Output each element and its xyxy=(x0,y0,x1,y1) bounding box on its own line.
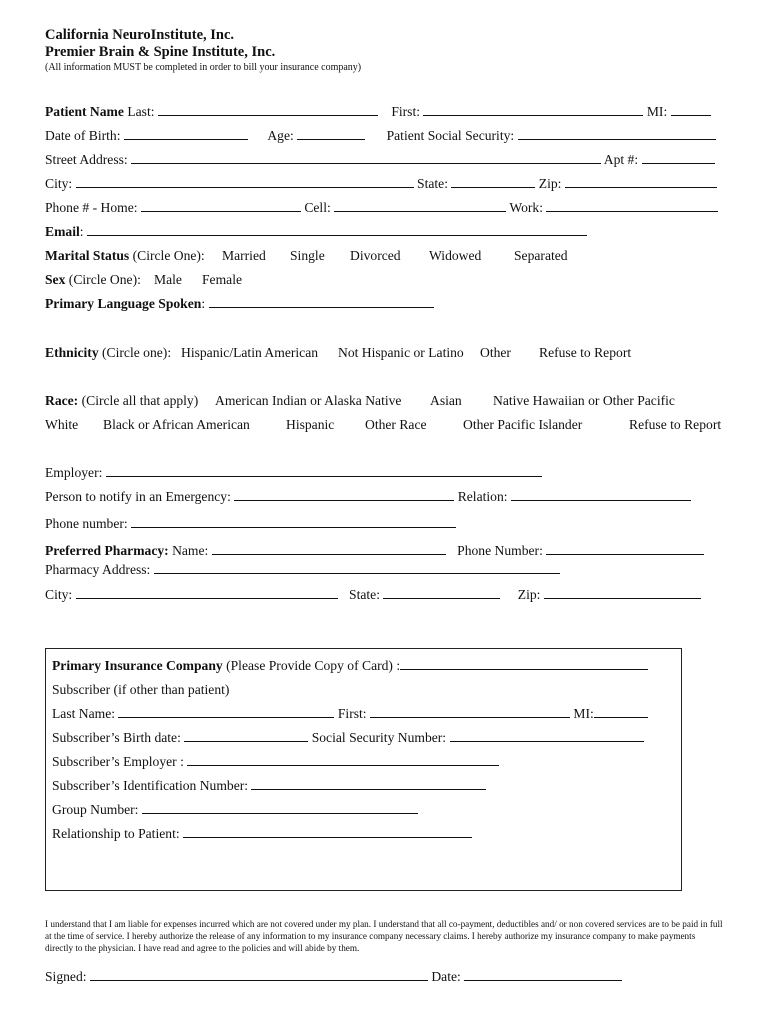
pharmacy-name-field[interactable] xyxy=(212,542,446,555)
sex-option-female[interactable]: Female xyxy=(202,272,243,287)
race-option-american-indian[interactable]: American Indian or Alaska Native xyxy=(215,393,402,408)
marital-row xyxy=(45,247,205,265)
marital-option-single[interactable]: Single xyxy=(290,248,325,263)
marital-option-divorced[interactable]: Divorced xyxy=(350,248,401,263)
state-label: State: xyxy=(417,176,448,191)
insurance-company-row xyxy=(52,657,648,675)
work-label: Work: xyxy=(509,200,543,215)
signed-label: Signed: xyxy=(45,969,87,984)
group-number-row xyxy=(52,801,418,819)
work-field[interactable] xyxy=(546,199,718,212)
mi-label: MI: xyxy=(646,104,668,119)
language-row xyxy=(45,295,434,313)
patient-name-row xyxy=(45,103,711,121)
subscriber-ssn-field[interactable] xyxy=(450,729,644,742)
email-row xyxy=(45,223,587,241)
city-label: City: xyxy=(45,176,73,191)
subscriber-last-label: Last Name: xyxy=(52,706,116,721)
pharmacy-state-field[interactable] xyxy=(383,586,500,599)
date-field[interactable] xyxy=(464,968,622,981)
sex-row xyxy=(45,271,141,289)
marital-option-widowed[interactable]: Widowed xyxy=(429,248,482,263)
subscriber-birth-field[interactable] xyxy=(184,729,308,742)
signature-row xyxy=(45,968,622,986)
date-label: Date: xyxy=(431,969,461,984)
pharmacy-row xyxy=(45,542,704,560)
subscriber-birth-label: Subscriber’s Birth date: xyxy=(52,730,181,745)
language-colon: : xyxy=(201,296,206,311)
sex-option-male[interactable]: Male xyxy=(154,272,182,287)
race-instruction: (Circle all that apply) xyxy=(81,393,199,408)
subscriber-employer-field[interactable] xyxy=(187,753,499,766)
subscriber-first-field[interactable] xyxy=(370,705,570,718)
header-note: (All information MUST be completed in order to bill your insurance company) xyxy=(45,62,362,73)
first-name-label: First: xyxy=(391,104,421,119)
dob-field[interactable] xyxy=(124,127,248,140)
employer-row xyxy=(45,464,542,482)
subscriber-note: Subscriber (if other than patient) xyxy=(52,682,230,697)
zip-field[interactable] xyxy=(565,175,717,188)
mi-field[interactable] xyxy=(671,103,711,116)
emergency-label: Person to notify in an Emergency: xyxy=(45,489,231,504)
group-number-field[interactable] xyxy=(142,801,418,814)
street-label: Street Address: xyxy=(45,152,128,167)
patient-name-label: Patient Name xyxy=(45,104,124,119)
ethnicity-option-other[interactable]: Other xyxy=(480,345,511,360)
last-name-label: Last: xyxy=(127,104,155,119)
subscriber-mi-label: MI: xyxy=(573,706,594,721)
pharmacy-zip-field[interactable] xyxy=(544,586,701,599)
org-name-1: California NeuroInstitute, Inc. xyxy=(45,27,235,43)
marital-option-separated[interactable]: Separated xyxy=(514,248,568,263)
signature-field[interactable] xyxy=(90,968,428,981)
race-option-asian[interactable]: Asian xyxy=(430,393,462,408)
insurance-company-instruction: (Please Provide Copy of Card) : xyxy=(226,658,401,673)
email-field[interactable] xyxy=(87,223,587,236)
ssn-field[interactable] xyxy=(518,127,716,140)
cell-field[interactable] xyxy=(334,199,506,212)
pharmacy-address-label: Pharmacy Address: xyxy=(45,562,151,577)
subscriber-id-label: Subscriber’s Identification Number: xyxy=(52,778,249,793)
state-field[interactable] xyxy=(451,175,535,188)
pharmacy-phone-label: Phone Number: xyxy=(457,543,543,558)
subscriber-id-field[interactable] xyxy=(251,777,486,790)
relationship-row xyxy=(52,825,472,843)
race-row-1 xyxy=(45,392,198,410)
sex-label: Sex xyxy=(45,272,66,287)
subscriber-birth-row xyxy=(52,729,644,747)
race-option-white[interactable]: White xyxy=(45,417,79,432)
emergency-phone-row xyxy=(45,515,456,533)
marital-instruction: (Circle One): xyxy=(132,248,205,263)
home-phone-field[interactable] xyxy=(141,199,301,212)
employer-field[interactable] xyxy=(106,464,542,477)
first-name-field[interactable] xyxy=(423,103,643,116)
subscriber-last-field[interactable] xyxy=(118,705,334,718)
emergency-row xyxy=(45,488,691,506)
city-row xyxy=(45,175,717,193)
phone-row xyxy=(45,199,718,217)
insurance-company-label: Primary Insurance Company xyxy=(52,658,223,673)
city-field[interactable] xyxy=(76,175,414,188)
pharmacy-city-field[interactable] xyxy=(76,586,338,599)
emergency-phone-label: Phone number: xyxy=(45,516,128,531)
street-row xyxy=(45,151,715,169)
subscriber-ssn-label: Social Security Number: xyxy=(311,730,447,745)
home-phone-label: Phone # - Home: xyxy=(45,200,138,215)
insurance-company-field[interactable] xyxy=(400,657,648,670)
race-option-hispanic[interactable]: Hispanic xyxy=(286,417,335,432)
ethnicity-option-refuse[interactable]: Refuse to Report xyxy=(539,345,632,360)
pharmacy-label: Preferred Pharmacy: xyxy=(45,543,169,558)
subscriber-first-label: First: xyxy=(337,706,367,721)
pharmacy-name-label: Name: xyxy=(172,543,209,558)
pharmacy-address-row xyxy=(45,561,560,579)
marital-label: Marital Status xyxy=(45,248,130,263)
subscriber-mi-field[interactable] xyxy=(594,705,648,718)
ethnicity-instruction: (Circle one): xyxy=(102,345,172,360)
sex-instruction: (Circle One): xyxy=(68,272,141,287)
pharmacy-state-label: State: xyxy=(349,587,380,602)
race-option-native-hawaiian[interactable]: Native Hawaiian or Other Pacific xyxy=(493,393,675,408)
last-name-field[interactable] xyxy=(158,103,378,116)
street-field[interactable] xyxy=(131,151,601,164)
group-number-label: Group Number: xyxy=(52,802,139,817)
language-label: Primary Language Spoken xyxy=(45,296,202,311)
language-field[interactable] xyxy=(209,295,434,308)
apt-label: Apt #: xyxy=(603,152,639,167)
employer-label: Employer: xyxy=(45,465,103,480)
marital-option-married[interactable]: Married xyxy=(222,248,266,263)
pharmacy-zip-label: Zip: xyxy=(517,587,541,602)
dob-row xyxy=(45,127,716,145)
ethnicity-row xyxy=(45,344,171,362)
org-name-2: Premier Brain & Spine Institute, Inc. xyxy=(45,44,276,60)
email-colon: : xyxy=(79,224,84,239)
subscriber-name-row xyxy=(52,705,648,723)
relation-field[interactable] xyxy=(511,488,691,501)
race-option-refuse[interactable]: Refuse to Report xyxy=(629,417,722,432)
email-label: Email xyxy=(45,224,80,239)
zip-label: Zip: xyxy=(538,176,562,191)
race-option-other-pacific[interactable]: Other Pacific Islander xyxy=(463,417,583,432)
subscriber-employer-label: Subscriber’s Employer : xyxy=(52,754,184,769)
relationship-label: Relationship to Patient: xyxy=(52,826,180,841)
ethnicity-option-hispanic[interactable]: Hispanic/Latin American xyxy=(181,345,319,360)
age-field[interactable] xyxy=(297,127,365,140)
ethnicity-label: Ethnicity xyxy=(45,345,99,360)
dob-label: Date of Birth: xyxy=(45,128,121,143)
subscriber-employer-row xyxy=(52,753,499,771)
pharmacy-city-row xyxy=(45,586,701,604)
pharmacy-phone-field[interactable] xyxy=(546,542,704,555)
subscriber-id-row xyxy=(52,777,486,795)
apt-field[interactable] xyxy=(642,151,715,164)
race-option-other-race[interactable]: Other Race xyxy=(365,417,427,432)
emergency-phone-field[interactable] xyxy=(131,515,456,528)
ethnicity-option-not-hispanic[interactable]: Not Hispanic or Latino xyxy=(338,345,464,360)
cell-label: Cell: xyxy=(304,200,331,215)
liability-disclaimer: I understand that I am liable for expenses incurred which are not covered under my plan. I understand that all co-payment, deductibles and/ or non covered services are to be paid in full at the time of service. I hereby authorize the release of any information to my insurance company necessary claims. I hereby authorize my insurance company to make payments directly to the physician. I have read and agree to the policies and will abide by them. xyxy=(45,919,723,953)
race-label: Race: xyxy=(45,393,79,408)
ssn-label: Patient Social Security: xyxy=(386,128,515,143)
pharmacy-address-field[interactable] xyxy=(154,561,560,574)
pharmacy-city-label: City: xyxy=(45,587,73,602)
relation-label: Relation: xyxy=(457,489,508,504)
relationship-field[interactable] xyxy=(183,825,472,838)
emergency-field[interactable] xyxy=(234,488,454,501)
race-option-black[interactable]: Black or African American xyxy=(103,417,250,432)
age-label: Age: xyxy=(267,128,294,143)
